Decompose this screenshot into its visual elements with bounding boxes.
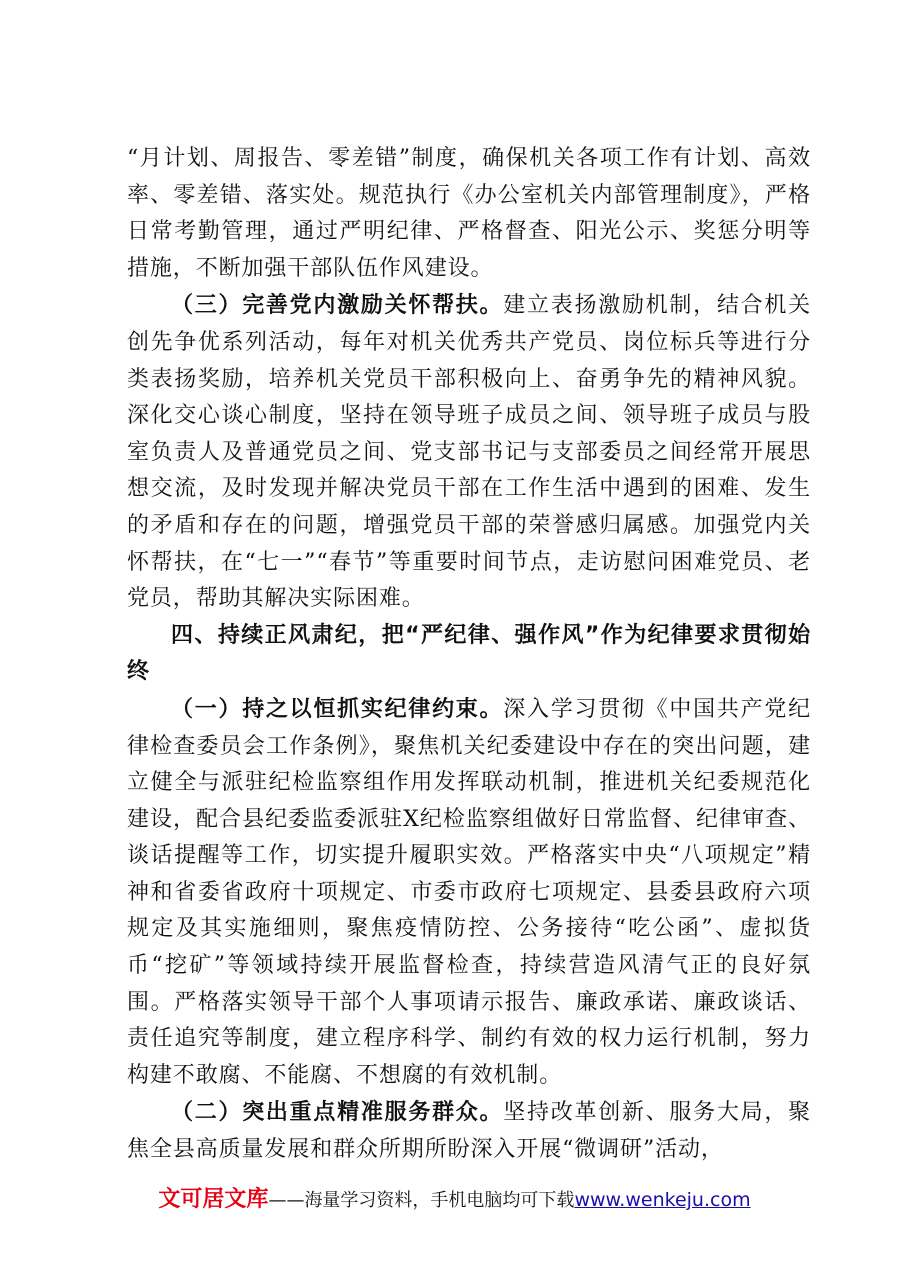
footer-tagline: ——海量学习资料，手机电脑均可下载 <box>268 1190 575 1211</box>
footer-brand: 文可居文库 <box>158 1187 269 1212</box>
paragraph-2 <box>127 287 811 617</box>
paragraph-3-lead: （一）持之以恒抓实纪律约束。 <box>171 695 504 722</box>
paragraph-4 <box>127 1094 811 1168</box>
footer-link[interactable]: www.wenkeju.com <box>574 1189 751 1211</box>
document-body <box>127 141 811 1169</box>
paragraph-1 <box>127 141 811 287</box>
paragraph-4-text: 坚持改革创新、服务大局，聚焦全县高质量发展和群众所期所盼深入开展“微调研”活动， <box>127 1100 811 1163</box>
section-heading <box>127 618 811 691</box>
paragraph-2-text: 建立表扬激励机制，结合机关创先争优系列活动，每年对机关优秀共产党员、岗位标兵等进行分类表扬奖励，培养机关党员干部积极向上、奋勇争先的精神风貌。深化交心谈心制度，坚持在领导班子成员之间、领导班子成员与股室负责人及普通党员之间、党支部书记与支部委员之间经常开展思想交流，及时发现并解决党员干部在工作生活中遇到的困难、发生的矛盾和存在的问题，增强党员干部的荣誉感归属感。加强党内关怀帮扶，在“七一”“春节”等重要时间节点，走访慰问困难党员、老党员，帮助其解决实际困难。 <box>127 293 811 612</box>
paragraph-3-text: 深入学习贯彻《中国共产党纪律检查委员会工作条例》，聚焦机关纪委建设中存在的突出问题，建立健全与派驻纪检监察组作用发挥联动机制，推进机关纪委规范化建设，配合县纪委监委派驻X纪检监察组做好日常监督、纪律审查、谈话提醒等工作，切实提升履职实效。严格落实中央“八项规定”精神和省委省政府十项规定、市委市政府七项规定、县委县政府六项规定及其实施细则，聚焦疫情防控、公务接待“吃公函”、虚拟货币“挖矿”等领域持续开展监督检查，持续营造风清气正的良好氛围。严格落实领导干部个人事项请示报告、廉政承诺、廉政谈话、责任追究等制度，建立程序科学、制约有效的权力运行机制，努力构建不敢腐、不能腐、不想腐的有效机制。 <box>127 696 811 1088</box>
section-heading-text: 四、持续正风肃纪，把“严纪律、强作风”作为纪律要求贯彻始终 <box>127 622 811 685</box>
paragraph-2-lead: （三）完善党内激励关怀帮扶。 <box>171 292 504 319</box>
paragraph-3 <box>127 691 811 1095</box>
paragraph-4-lead: （二）突出重点精准服务群众。 <box>171 1099 504 1126</box>
footer-banner <box>0 1182 909 1213</box>
paragraph-1-text: “月计划、周报告、零差错”制度，确保机关各项工作有计划、高效率、零差错、落实处。规范执行《办公室机关内部管理制度》，严格日常考勤管理，通过严明纪律、严格督查、阳光公示、奖惩分明等措施，不断加强干部队伍作风建设。 <box>127 146 811 281</box>
